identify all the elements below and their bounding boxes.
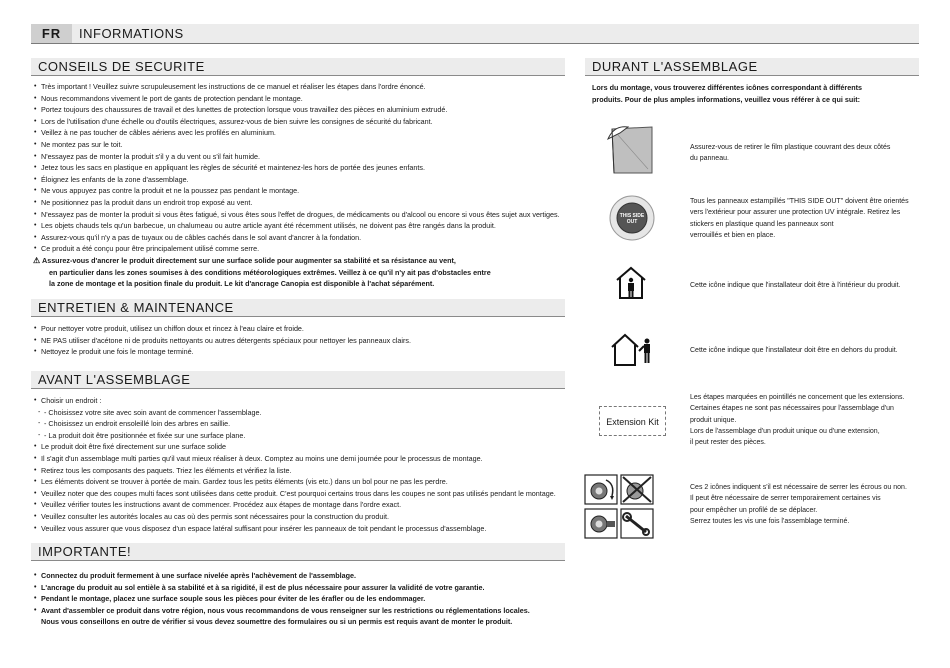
list-item: • Éloignez les enfants de la zone d'assemblage. xyxy=(33,174,560,186)
tighten-nuts-icon xyxy=(584,474,656,540)
list-subitem: - - Choisissez un endroit ensoleillé loin des arbres en saillie. xyxy=(33,418,556,430)
list-item: • Ne positionnez pas la produit dans un endroit trop exposé au vent. xyxy=(33,197,560,209)
list-item: • Nettoyez le produit une fois le montage terminé. xyxy=(33,346,411,358)
list-item: • Avant d'assembler ce produit dans votre région, nous vous recommandons de vous renseigner sur les restrictions ou réglementations locales. xyxy=(33,605,530,617)
stamp-text-line1: THIS SIDE xyxy=(619,213,645,219)
section-title-entretien: ENTRETIEN & MAINTENANCE xyxy=(31,299,565,317)
list-item: • Veuillez vérifier toutes les instructions avant de commencer. Procédez aux étapes de montage dans l'ordre exact. xyxy=(33,499,556,511)
list-item: • Connectez du produit fermement à une surface nivelée après l'achèvement de l'assemblage. xyxy=(33,570,530,582)
list-subitem: - - La produit doit être positionnée et fixée sur une surface plane. xyxy=(33,430,556,442)
anchor-warning-line: en particulier dans les zones soumises à des conditions météorologiques extrêmes. Veillez à ce qu'il n'y ait pas d'obstacles entre xyxy=(49,267,491,277)
this-side-out-desc: Tous les panneaux estampillés "THIS SIDE OUT" doivent être orientés vers l'extérieur pour assurer une protection UV intégrale. Retirez les stickers en plastique quand les panneaux sont verrouillés et bien en place. xyxy=(690,198,909,239)
list-item: • Assurez-vous qu'il n'y a pas de tuyaux ou de câbles cachés dans le sol avant d'ancrer à la fondation. xyxy=(33,232,560,244)
installer-outside-desc: Cette icône indique que l'installateur doit être en dehors du produit. xyxy=(690,347,898,354)
list-item: • Nous recommandons vivement le port de gants de protection pendant le montage. xyxy=(33,93,560,105)
nut-tighten-icon xyxy=(585,475,617,504)
entretien-list xyxy=(33,323,411,358)
extension-kit-icon: Extension Kit xyxy=(599,406,666,436)
no-tighten-icon xyxy=(621,475,653,504)
stamp-text-line2: OUT xyxy=(626,219,638,225)
this-side-out-stamp-icon xyxy=(608,194,656,242)
list-subitem: - - Choisissez votre site avec soin avant de commencer l'assemblage. xyxy=(33,407,556,419)
list-item: • Les éléments doivent se trouver à portée de main. Gardez tous les petits éléments (vis etc.) dans un bol pour ne pas les perdre. xyxy=(33,476,556,488)
securite-list xyxy=(33,81,560,290)
extension-kit-desc: Les étapes marquées en pointillés ne concernent que les extensions. Certaines étapes ne sont pas nécessaires pour l'assemblage d'un produit unique. Lors de l'assemblage d'un produit unique ou d'une extension, il peut rester des pièces. xyxy=(690,394,905,447)
list-item: • N'essayez pas de monter la produit si vous êtes fatigué, si vous êtes sous l'effet de drogues, de médicaments ou d'alcool ou encore si vous êtes sujet aux vertiges. xyxy=(33,209,560,221)
tighten-nuts-desc: Ces 2 icônes indiquent s'il est nécessaire de serrer les écrous ou non. Il peut être nécessaire de serrer temporairement certaines vis pour empêcher un profilé de se déplacer. Serrez toutes les vis une fois l'assemblage terminé. xyxy=(690,484,907,525)
list-item: • Les objets chauds tels qu'un barbecue, un chalumeau ou autre article ayant été récemment utilisés, ne doivent pas être rangés dans la produit. xyxy=(33,220,560,232)
film-peel-icon xyxy=(606,123,654,175)
list-item: • Veuillez noter que des coupes multi faces sont utilisées dans cette produit. C'est pourquoi certains trous dans les coupes ne sont pas utilisés pendant le montage. xyxy=(33,488,556,500)
list-item: • Pendant le montage, placez une surface souple sous les pièces pour éviter de les érafler ou de les endommager. xyxy=(33,593,530,605)
section-title-avant: AVANT L'ASSEMBLAGE xyxy=(31,371,565,389)
bolt-icon xyxy=(585,509,617,538)
wrench-icon xyxy=(621,509,653,538)
list-item: • Choisir un endroit : xyxy=(33,395,556,407)
list-item: • Veuillez consulter les autorités locales au cas où des permis sont nécessaires pour la construction du produit. xyxy=(33,511,556,523)
installer-inside-icon xyxy=(614,266,648,300)
list-item: • Jetez tous les sacs en plastique en appliquant les règles de sécurité et maintenez-les hors de portée des jeunes enfants. xyxy=(33,162,560,174)
list-item: • N'essayez pas de monter la produit s'il y a du vent ou s'il fait humide. xyxy=(33,151,560,163)
importante-list xyxy=(33,570,530,628)
film-peel-desc: Assurez-vous de retirer le film plastique couvrant des deux côtés du panneau. xyxy=(690,144,891,163)
list-item: • Veuillez vous assurer que vous disposez d'un espace latéral suffisant pour insérer les panneaux de toit pendant le processus d'assemblage. xyxy=(33,523,556,535)
list-item: • L'ancrage du produit au sol entièle à sa stabilité et à sa rigidité, il est de plus nécessaire pour assurer la validité de votre garantie. xyxy=(33,582,530,594)
section-title-importante: IMPORTANTE! xyxy=(31,543,565,561)
anchor-warning-line: la zone de montage et la position finale du produit. Le kit d'ancrage Canopia est disponible à l'achat séparément. xyxy=(49,279,435,289)
list-item-continuation: Nous vous conseillons en outre de vérifier si vous devez soumettre des formulaires ou si un permis est requis avant de monter le produit. xyxy=(41,617,513,627)
list-item: • Ce produit a été conçu pour être principalement utilisé comme serre. xyxy=(33,243,560,255)
list-item: • Très important ! Veuillez suivre scrupuleusement les instructions de ce manuel et réaliser les étapes dans l'ordre énoncé. xyxy=(33,81,560,93)
list-item: • Pour nettoyer votre produit, utilisez un chiffon doux et rincez à l'eau claire et froide. xyxy=(33,323,411,335)
anchor-warning: ⚠ Assurez-vous d'ancrer le produit directement sur une surface solide pour augmenter sa stabilité et sa résistance au vent, xyxy=(33,255,560,267)
section-title-durant: DURANT L'ASSEMBLAGE xyxy=(585,58,919,76)
list-item: • Retirez tous les composants des paquets. Triez les éléments et vérifiez la liste. xyxy=(33,465,556,477)
list-item: • Portez toujours des chaussures de travail et des lunettes de protection lorsque vous travaillez des pièces en aluminium extrudé. xyxy=(33,104,560,116)
list-item: • Lors de l'utilisation d'une échelle ou d'outils électriques, assurez-vous de bien suivre les consignes de sécurité du fabricant. xyxy=(33,116,560,128)
installer-inside-desc: Cette icône indique que l'installateur doit être à l'intérieur du produit. xyxy=(690,282,901,289)
list-item: • Ne vous appuyez pas contre la produit et ne la poussez pas pendant le montage. xyxy=(33,185,560,197)
list-item: • Il s'agit d'un assemblage multi parties qu'il vaut mieux réaliser à deux. Comptez au moins une demi journée pour le processus de montage. xyxy=(33,453,556,465)
list-item: • NE PAS utiliser d'acétone ni de produits nettoyants ou autres détergents spéciaux pour nettoyer les panneaux clairs. xyxy=(33,335,411,347)
language-badge: FR xyxy=(31,24,72,43)
page-header xyxy=(31,24,919,44)
list-item: • Ne montez pas sur le toit. xyxy=(33,139,560,151)
durant-intro: Lors du montage, vous trouverez différentes icônes correspondant à différents produits. Pour de plus amples informations, veuillez vous référer à ce qui suit: xyxy=(592,83,862,104)
page-title: INFORMATIONS xyxy=(79,26,184,41)
avant-list xyxy=(33,395,556,534)
section-title-securite: CONSEILS DE SECURITE xyxy=(31,58,565,76)
installer-outside-icon xyxy=(610,333,656,367)
list-item: • Le produit doit être fixé directement sur une surface solide xyxy=(33,441,556,453)
list-item: • Veillez à ne pas toucher de câbles aériens avec les profilés en aluminium. xyxy=(33,127,560,139)
